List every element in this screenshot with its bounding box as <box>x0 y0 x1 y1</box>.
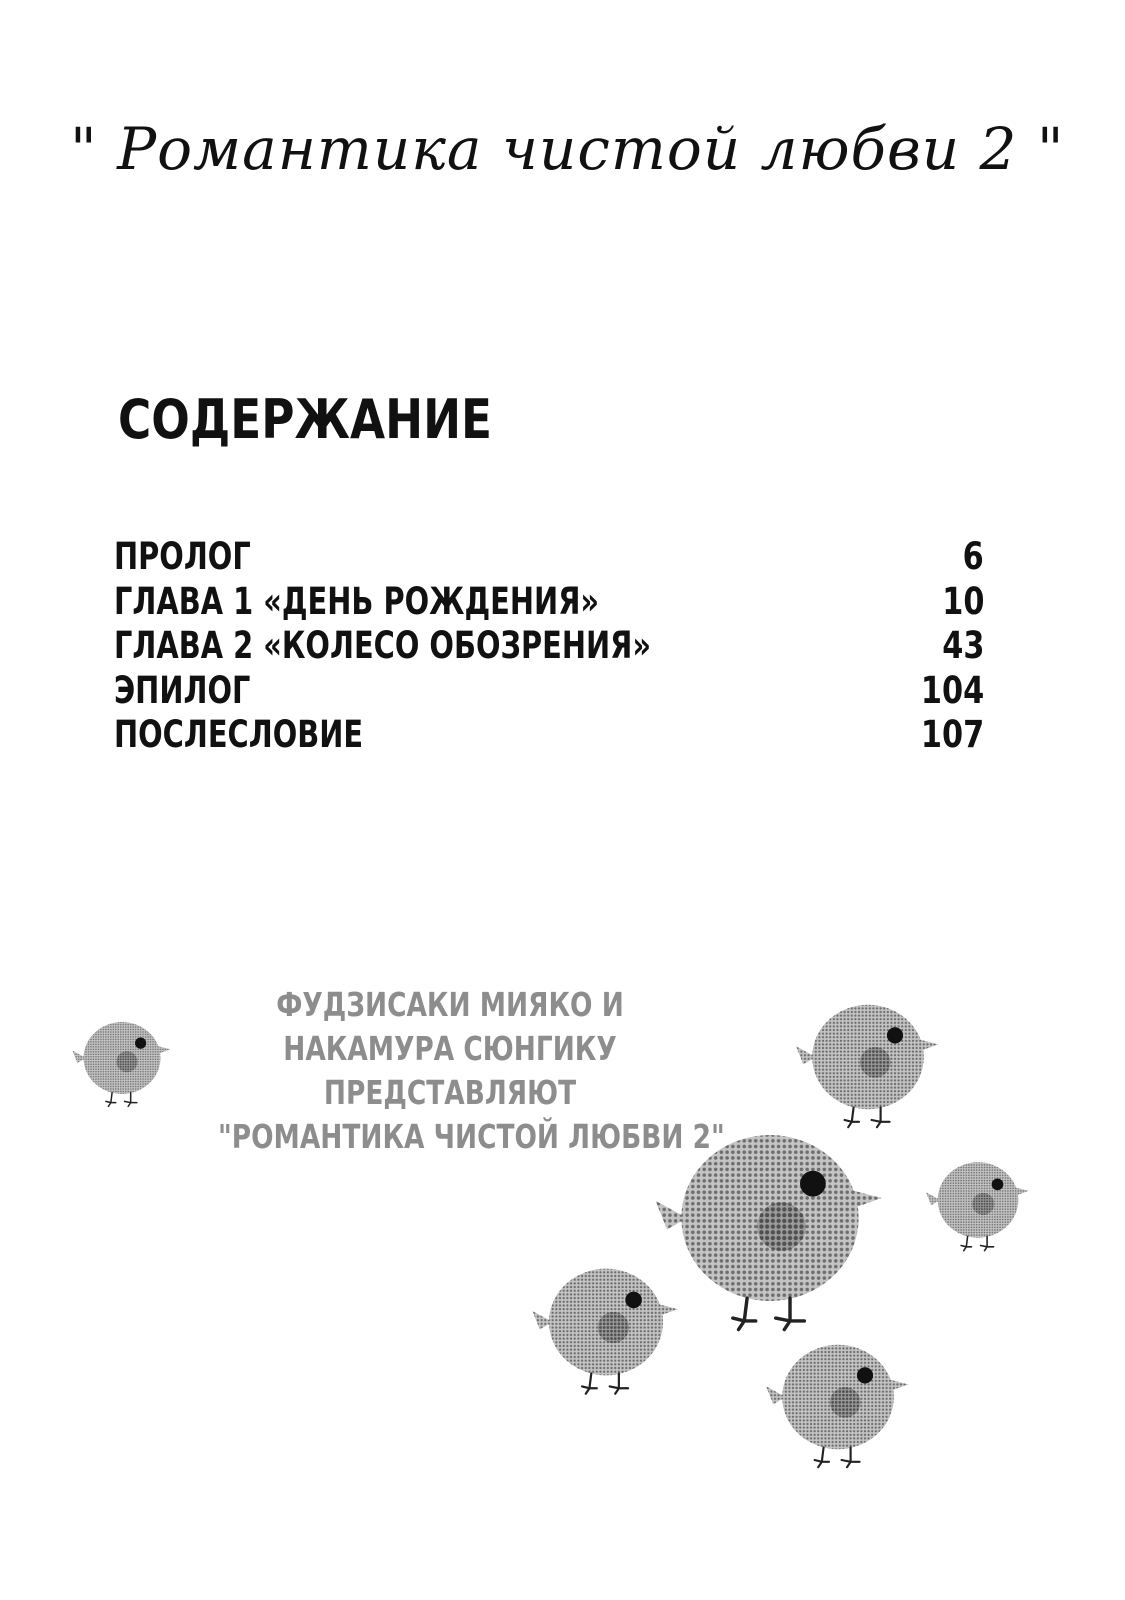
toc-item-label: ЭПИЛОГ <box>114 668 251 712</box>
toc-item-page: 6 <box>962 535 984 578</box>
chick-icon <box>656 1135 882 1329</box>
contents-heading: СОДЕРЖАНИЕ <box>118 388 493 451</box>
toc-item-label: ГЛАВА 1 «ДЕНЬ РОЖДЕНИЯ» <box>114 579 600 623</box>
toc-item-label: ПРОЛОГ <box>114 535 251 578</box>
toc-item-page: 43 <box>941 624 984 667</box>
toc-item-label: ГЛАВА 2 «КОЛЕСО ОБОЗРЕНИЯ» <box>114 624 652 667</box>
credit-line: ФУДЗИСАКИ МИЯКО И <box>276 985 624 1024</box>
credit-line: НАКАМУРА СЮНГИКУ <box>283 1029 617 1068</box>
page-title: " Романтика чистой любви 2 " <box>70 115 1065 183</box>
toc-item-page: 104 <box>920 668 984 712</box>
chick-icon <box>796 1005 938 1127</box>
credit-line: "РОМАНТИКА ЧИСТОЙ ЛЮБВИ 2" <box>218 1117 725 1156</box>
toc-item-page: 10 <box>941 579 984 623</box>
toc-item-page: 107 <box>920 713 984 756</box>
chick-icon <box>926 1162 1029 1250</box>
chick-icon <box>72 1022 170 1106</box>
toc-item-label: ПОСЛЕСЛОВИЕ <box>114 713 364 756</box>
chick-icon <box>532 1269 677 1394</box>
chick-icon <box>766 1345 908 1467</box>
credit-line: ПРЕДСТАВЛЯЮТ <box>323 1073 577 1112</box>
